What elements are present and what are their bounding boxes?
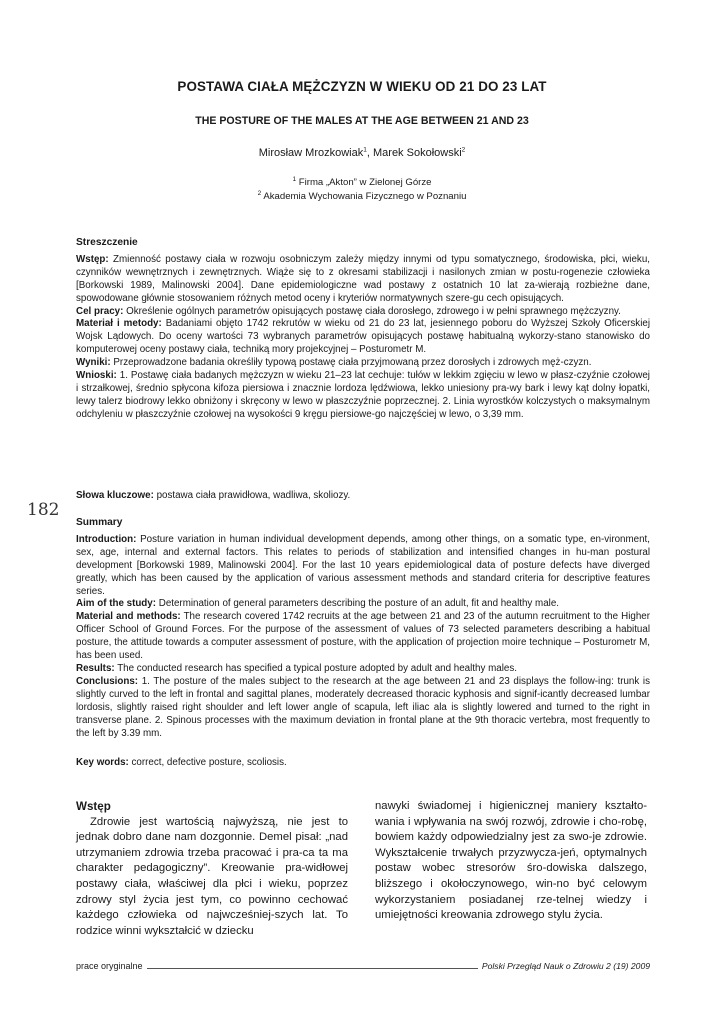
abstract-text: 1. The posture of the males subject to the research at the age between 21 and 23 displays the follow-ing: trunk is slightly curved to the left in frontal and sagittal planes, moderately decreased thoracic kyphosis and signif-icantly decreased lumbar lordosis, slightly raised right shoulder and left lower angle of scapula, left iliac ala is slightly lowered and turned to the right in transverse plane. 2. Spinous processes with the maximum deviation in frontal plane at the 9th thoracic vertebra, most frequently to the left by 3.39 mm.	[76, 675, 650, 739]
abstract-text: Determination of general parameters describing the posture of an adult, fit and healthy male.	[156, 598, 560, 610]
affiliation	[0, 191, 724, 202]
abstract-paragraph	[76, 370, 650, 422]
affiliation-superscript: 1	[292, 175, 297, 183]
keywords-text: correct, defective posture, scoliosis.	[128, 757, 287, 768]
abstract-label: Wyniki:	[76, 357, 111, 369]
keywords-text: postawa ciała prawidłowa, wadliwa, skoliozy.	[153, 490, 351, 501]
abstract-heading: Summary	[76, 517, 123, 528]
abstract-paragraph	[76, 598, 650, 611]
affiliation-text: Akademia Wychowania Fizycznego w Poznaniu	[261, 191, 467, 202]
abstract-paragraph	[76, 357, 650, 370]
abstract-paragraph	[76, 676, 650, 741]
author-name: Mirosław Mrozkowiak	[258, 147, 364, 159]
abstract-label: Conclusions:	[76, 675, 139, 687]
footer-journal-name: Polski Przegląd Nauk o Zdrowiu 2 (19) 2009	[478, 961, 650, 971]
abstract-polish	[76, 237, 650, 422]
abstract-paragraph	[76, 254, 650, 306]
abstract-label: Wstęp:	[76, 253, 109, 265]
body-paragraph: nawyki świadomej i higienicznej maniery kształto-wania i wpływania na swój rozwój, zdrowie i cho-robę, bowiem każdy odpowiedzialny jest za swo-je zdrowie. Wykształcenie trwałych przyzwycza-jeń, optymalnych postaw wobec stresorów śro-dowiska dalszego, bliższego i okołoczynowego, win-no być celowym wykorzystaniem posiadanej rze-telnej wiedzy i umiejętności kreowania zdrowego stylu życia.	[375, 800, 647, 922]
abstract-label: Material and methods:	[76, 611, 181, 623]
keywords-paragraph	[76, 757, 650, 770]
author-superscript: 2	[461, 146, 466, 154]
body-paragraph: Zdrowie jest wartością najwyższą, nie jest to jednak dobro dane nam dozgonnie. Demel pisał: „nad utrzymaniem zdrowia trzeba pracować i pra-ca ta ma charakter pedagogiczny”. Kreowanie pra-widłowej postawy ciała, właściwej dla płci i wieku, poprzez zdrowy styl życia jest tym, co powinno cechować każdego człowieka od najwcześniej-szych lat. To rodzice winni wykształcić w dziecku	[76, 815, 348, 937]
abstract-text: Przeprowadzone badania określiły typową postawę ciała przyjmowaną przez dorosłych i zdrowych męż-czyzn.	[110, 357, 592, 369]
author-separator: ,	[366, 147, 373, 159]
article-subtitle: THE POSTURE OF THE MALES AT THE AGE BETWEEN 21 AND 23	[195, 115, 529, 127]
abstract-paragraph	[76, 318, 650, 357]
author-superscript: 1	[363, 146, 367, 154]
abstract-label: Aim of the study:	[76, 598, 157, 610]
keywords-label: Słowa kluczowe:	[76, 490, 154, 501]
abstract-text: The conducted research has specified a typical posture adopted by adult and healthy males.	[114, 662, 517, 674]
keywords-english	[76, 757, 650, 770]
section-heading: Wstęp	[76, 800, 111, 813]
abstract-label: Materiał i metody:	[76, 318, 162, 330]
abstract-label: Results:	[76, 662, 115, 674]
abstract-paragraph	[76, 306, 650, 319]
abstract-heading: Streszczenie	[76, 237, 138, 248]
abstract-label: Cel pracy:	[76, 305, 124, 317]
abstract-text: 1. Postawę ciała badanych mężczyzn w wieku 21–23 lat cechuje: tułów w lekkim zgięciu w lewo w płasz-czyźnie czołowej i strzałkowej, średnio spłycona kifoza piersiowa i znacznie lordoza lędźwiowa, lekko uniesiony pra-wy bark i lewy kąt dolny łopatki, lewy talerz biodrowy lekko obniżony i skręcony w lewo w płaszczyźnie poprzecznej. 2. Linia wyrostków kolczystych o maksymalnym odchyleniu w płaszczyźnie czołowej na wysokości 9 kręgu piersiowe-go najczęściej w lewo, o 3,39 mm.	[76, 370, 650, 420]
abstract-paragraph	[76, 611, 650, 663]
abstract-text: Posture variation in human individual development depends, among other things, on a somatic type, en-vironment, sex, age, internal and external factors. This relates to periods of stabilization and intensified changes in hu-man postural development [Borkowski 1989, Malinowski 2004]. For the last 10 years epidemiological data of posture defects have diverged greatly, which has been caused by the application of various assessment methods and standard criteria for descriptive features series.	[76, 533, 650, 597]
article-title: POSTAWA CIAŁA MĘŻCZYZN W WIEKU OD 21 DO 23 LAT	[177, 79, 547, 94]
author-name: Marek Sokołowski	[373, 147, 462, 159]
body-column-left	[76, 799, 348, 939]
keywords-label: Key words:	[76, 757, 129, 768]
affiliation-superscript: 2	[257, 189, 262, 197]
authors	[0, 147, 724, 159]
abstract-label: Introduction:	[76, 533, 137, 545]
keywords-polish	[76, 490, 650, 503]
abstract-text: Badaniami objęto 1742 rekrutów w wieku od 21 do 23 lat, jesiennego poboru do Wyższej Szkoły Oficerskiej Wojsk Lądowych. Do oceny wartości 73 wybranych parametrów opisujących postawę habitualną wykorzy-stano stanowisko do komputerowej oceny postawy ciała, techniką mory projekcyjnej – Posturometr M.	[76, 318, 651, 356]
keywords-paragraph	[76, 490, 650, 503]
abstract-text: Zmienność postawy ciała w rozwoju osobniczym zależy między innymi od typu somatycznego, środowiska, płci, wieku, czynników wewnętrznych i zewnętrznych. Wiąże się to z okresami stabilizacji i nasilonych zmian w postu-rogenezie człowieka [Borkowski 1989, Malinowski 2004]. Dane epidemiologiczne wad postawy z ostatnich 10 lat za-wierają rozbieżne dane, spowodowane głównie stosowaniem różnych metod oceny i kryteriów normatywnych szere-gu cech opisujących.	[76, 253, 650, 304]
abstract-text: The research covered 1742 recruits at the age between 21 and 23 of the autumn recruitment to the Higher Officer School of Ground Forces. For the purpose of the assessment of values of 73 selected parameters describing a habitual posture, the attitude towards a computer assessment of posture, with the application of projection moire technique – Posturometr M, has been used.	[76, 611, 650, 662]
abstract-text: Określenie ogólnych parametrów opisujących postawę ciała dorosłego, zdrowego i w pełni sprawnego mężczyzny.	[123, 305, 621, 317]
affiliation	[0, 177, 724, 188]
body-column-right	[375, 799, 647, 924]
abstract-paragraph	[76, 663, 650, 676]
abstract-label: Wnioski:	[76, 370, 117, 382]
abstract-paragraph	[76, 534, 650, 599]
page-number: 182	[27, 500, 60, 520]
abstract-english	[76, 517, 650, 740]
footer-section-label: prace oryginalne	[76, 961, 147, 971]
affiliation-text: Firma „Akton” w Zielonej Górze	[296, 177, 432, 188]
